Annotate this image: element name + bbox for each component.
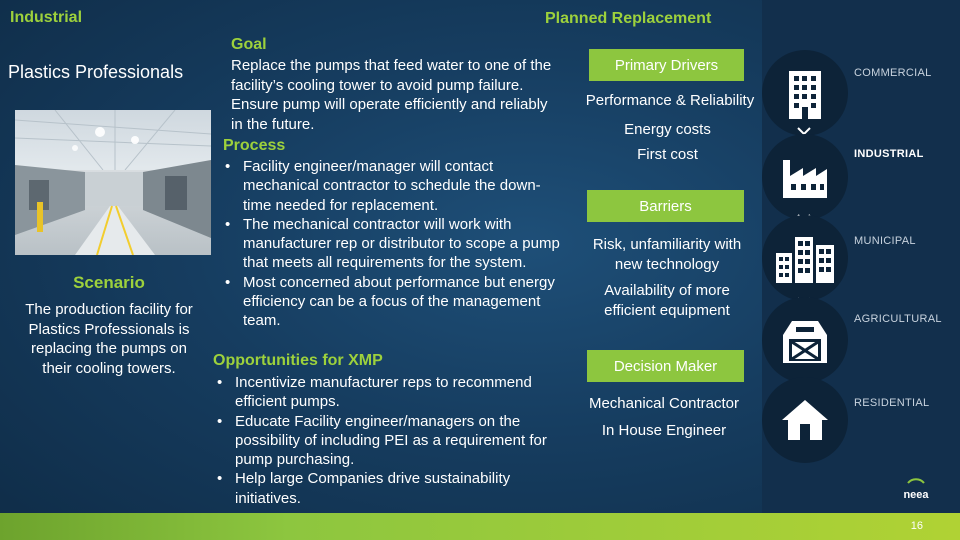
scenario-text: The production facility for Plastics Professionals is replacing the pumps on their cooling towers. <box>25 301 193 377</box>
process-list <box>222 157 567 331</box>
neea-logo <box>899 477 933 501</box>
opportunity-item: • Educate Facility engineer/managers on the possibility of including PEI as a requirement for pump purchasing. <box>214 412 572 470</box>
driver-item: First cost <box>637 146 698 163</box>
barrier-item: Availability of more efficient equipment <box>604 282 730 319</box>
sector-industrial[interactable] <box>762 134 848 220</box>
slide-title: Planned Replacement <box>545 10 712 27</box>
decision-maker-item: In House Engineer <box>601 422 727 439</box>
barn-icon <box>780 315 830 365</box>
sector-label-commercial: COMMERCIAL <box>854 67 932 79</box>
factory-floor-photo <box>15 110 211 255</box>
opportunities-list <box>214 373 572 508</box>
opportunity-item: • Incentivize manufacturer reps to recommend efficient pumps. <box>214 373 572 412</box>
process-item: • Facility engineer/manager will contact mechanical contractor to schedule the down-time needed for replacement. <box>222 157 567 215</box>
driver-item: Energy costs <box>624 121 711 138</box>
opportunities-heading: Opportunities for XMP <box>213 352 383 369</box>
scenario-heading: Scenario <box>73 273 145 292</box>
sector-agricultural[interactable] <box>762 297 848 383</box>
house-icon <box>780 398 830 442</box>
logo-text: neea <box>903 489 929 501</box>
decision-maker-item: Mechanical Contractor <box>588 395 740 412</box>
footer-bar <box>0 513 960 540</box>
barriers-label: Barriers <box>587 190 744 222</box>
sector-residential[interactable] <box>762 377 848 463</box>
sector-label-industrial: INDUSTRIAL <box>854 148 924 160</box>
page-number: 16 <box>910 520 923 532</box>
office-building-icon <box>785 67 825 119</box>
sector-heading: Industrial <box>10 9 83 26</box>
opportunity-item: • Help large Companies drive sustainability initiatives. <box>214 469 572 508</box>
sector-label-agricultural: AGRICULTURAL <box>854 313 942 325</box>
primary-drivers-label: Primary Drivers <box>589 49 744 81</box>
sector-label-municipal: MUNICIPAL <box>854 235 916 247</box>
decision-maker-label: Decision Maker <box>587 350 744 382</box>
driver-item: Performance & Reliability <box>585 92 755 109</box>
sector-municipal[interactable] <box>762 215 848 301</box>
goal-text: Replace the pumps that feed water to one of the facility’s cooling tower to avoid pump failure. Ensure pump will operate efficiently and reliably in the future. <box>231 57 552 133</box>
factory-icon <box>781 154 829 200</box>
process-item: • The mechanical contractor will work with manufacturer rep or distributor to scope a pump that meets all requirements for the system. <box>222 215 567 273</box>
process-heading: Process <box>223 137 286 154</box>
city-buildings-icon <box>774 233 836 283</box>
barrier-item: Risk, unfamiliarity with new technology <box>592 236 742 273</box>
company-name: Plastics Professionals <box>8 62 184 82</box>
goal-heading: Goal <box>231 36 267 53</box>
process-item: • Most concerned about performance but energy efficiency can be a focus of the management team. <box>222 273 567 331</box>
sector-label-residential: RESIDENTIAL <box>854 397 930 409</box>
